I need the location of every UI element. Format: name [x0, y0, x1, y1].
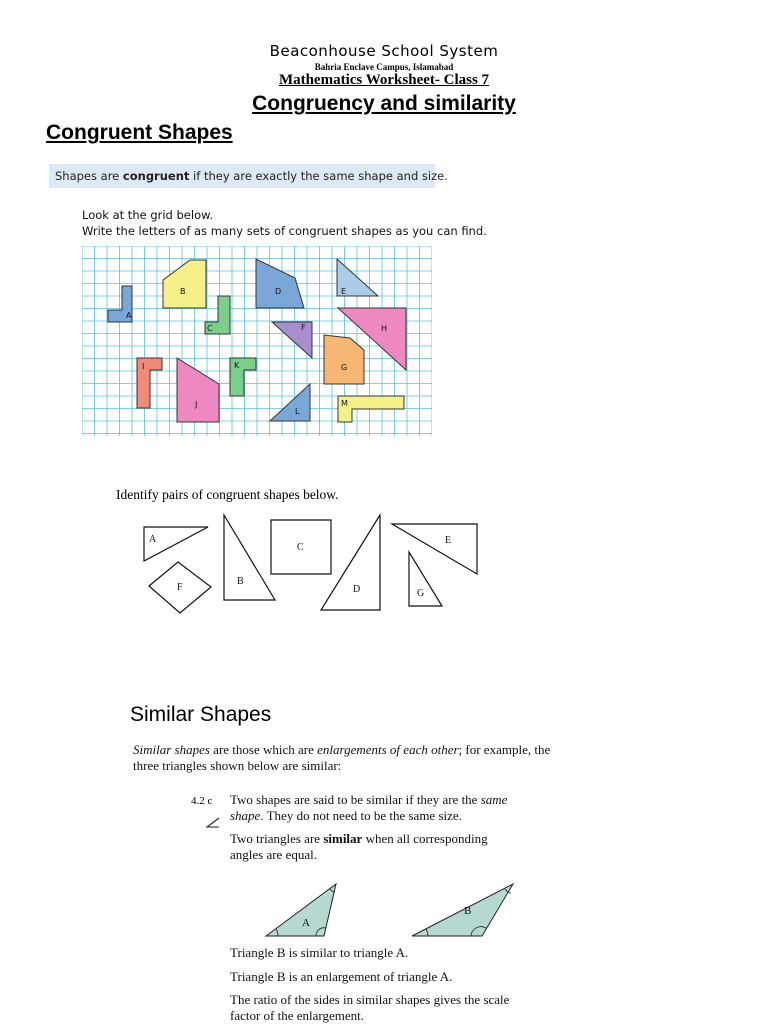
- similar-intro-line-1: [133, 742, 550, 758]
- grid-label-k: K: [234, 361, 240, 370]
- similar-rule-2-line-1: [230, 831, 488, 847]
- angle-icon: [205, 816, 221, 830]
- definition-text-pre: Shapes are: [55, 169, 123, 183]
- grid-label-l: L: [295, 407, 300, 416]
- identify-pairs-instruction: Identify pairs of congruent shapes below.: [116, 487, 339, 502]
- triangle-label-a: A: [302, 917, 310, 929]
- grid-shape-i: [137, 358, 162, 408]
- grid-label-e: E: [341, 287, 347, 296]
- congruent-heading: Congruent Shapes: [46, 121, 233, 144]
- similar-intro-em-2: enlargements of each other: [317, 742, 459, 757]
- grid-shape-j: [177, 358, 219, 422]
- pair-label-f: F: [177, 582, 183, 593]
- grid-label-g: G: [341, 363, 348, 372]
- pair-label-b: B: [237, 576, 244, 587]
- similar-heading: Similar Shapes: [130, 703, 272, 726]
- triangle-label-b: B: [464, 905, 472, 917]
- rule-1-line-2-post: . They do not need to be the same size.: [260, 808, 462, 823]
- pair-label-e: E: [445, 535, 452, 546]
- similar-triangles-figure: [258, 880, 528, 940]
- similar-intro-post: ; for example, the: [458, 742, 551, 757]
- rule-2-bold: similar: [323, 831, 363, 846]
- pair-label-c: C: [297, 542, 304, 553]
- statement-3-line-1: The ratio of the sides in similar shapes gives the scale: [230, 992, 510, 1007]
- congruent-shapes-grid: [82, 246, 432, 436]
- similar-rule-1-line-1: [230, 792, 507, 808]
- grid-label-b: B: [180, 287, 186, 296]
- campus-name: Bahria Enclave Campus, Islamabad: [314, 62, 454, 72]
- grid-instruction-1: Look at the grid below.: [82, 208, 214, 222]
- rule-2-pre: Two triangles are: [230, 831, 324, 846]
- grid-shape-g: [324, 335, 364, 384]
- statement-3-line-2: factor of the enlargement.: [230, 1008, 365, 1023]
- statement-1: Triangle B is similar to triangle A.: [230, 945, 409, 960]
- grid-label-c: C: [207, 324, 213, 333]
- definition-text-post: if they are exactly the same shape and size.: [189, 169, 448, 183]
- grid-label-h: H: [381, 324, 388, 333]
- pair-label-g: G: [417, 588, 425, 599]
- congruent-definition: [55, 169, 448, 183]
- school-name: Beaconhouse School System: [269, 42, 499, 60]
- pair-label-d: D: [353, 584, 361, 595]
- page-title: Congruency and similarity: [252, 92, 516, 115]
- worksheet-title: Mathematics Worksheet- Class 7: [278, 72, 490, 88]
- similar-intro-em-1: Similar shapes: [133, 742, 210, 757]
- similar-rule-1-line-2: [230, 808, 462, 824]
- pair-label-a: A: [149, 534, 157, 545]
- rule-1-line-2-em: shape: [230, 808, 261, 823]
- definition-bold-word: congruent: [122, 169, 190, 183]
- rule-1-em: same: [480, 792, 508, 807]
- grid-label-m: M: [341, 399, 348, 408]
- similar-intro-line-2: three triangles shown below are similar:: [133, 758, 342, 773]
- rule-2-post: when all corresponding: [362, 831, 488, 846]
- curriculum-code: 4.2 c: [191, 795, 213, 807]
- pair-shape-g: [409, 552, 442, 606]
- congruent-pairs-figure: [130, 512, 490, 617]
- pair-shape-b: [224, 515, 275, 600]
- grid-shape-f: [272, 322, 312, 358]
- grid-label-i: I: [142, 362, 145, 371]
- grid-shape-l: [270, 384, 310, 421]
- grid-label-a: A: [126, 311, 132, 320]
- rule-1-pre: Two shapes are said to be similar if they are the: [230, 792, 481, 807]
- statement-2: Triangle B is an enlargement of triangle A.: [230, 969, 453, 984]
- grid-label-j: J: [195, 400, 198, 409]
- similar-rule-2-line-2: angles are equal.: [230, 847, 317, 862]
- grid-label-f: F: [301, 323, 306, 332]
- grid-label-d: D: [275, 287, 282, 296]
- triangle-b: [412, 884, 513, 936]
- pair-shape-d: [321, 515, 380, 610]
- grid-shape-d: [256, 259, 304, 308]
- similar-intro-mid: are those which are: [209, 742, 318, 757]
- pair-shape-e: [392, 524, 477, 574]
- grid-instruction-2: Write the letters of as many sets of congruent shapes as you can find.: [82, 224, 487, 238]
